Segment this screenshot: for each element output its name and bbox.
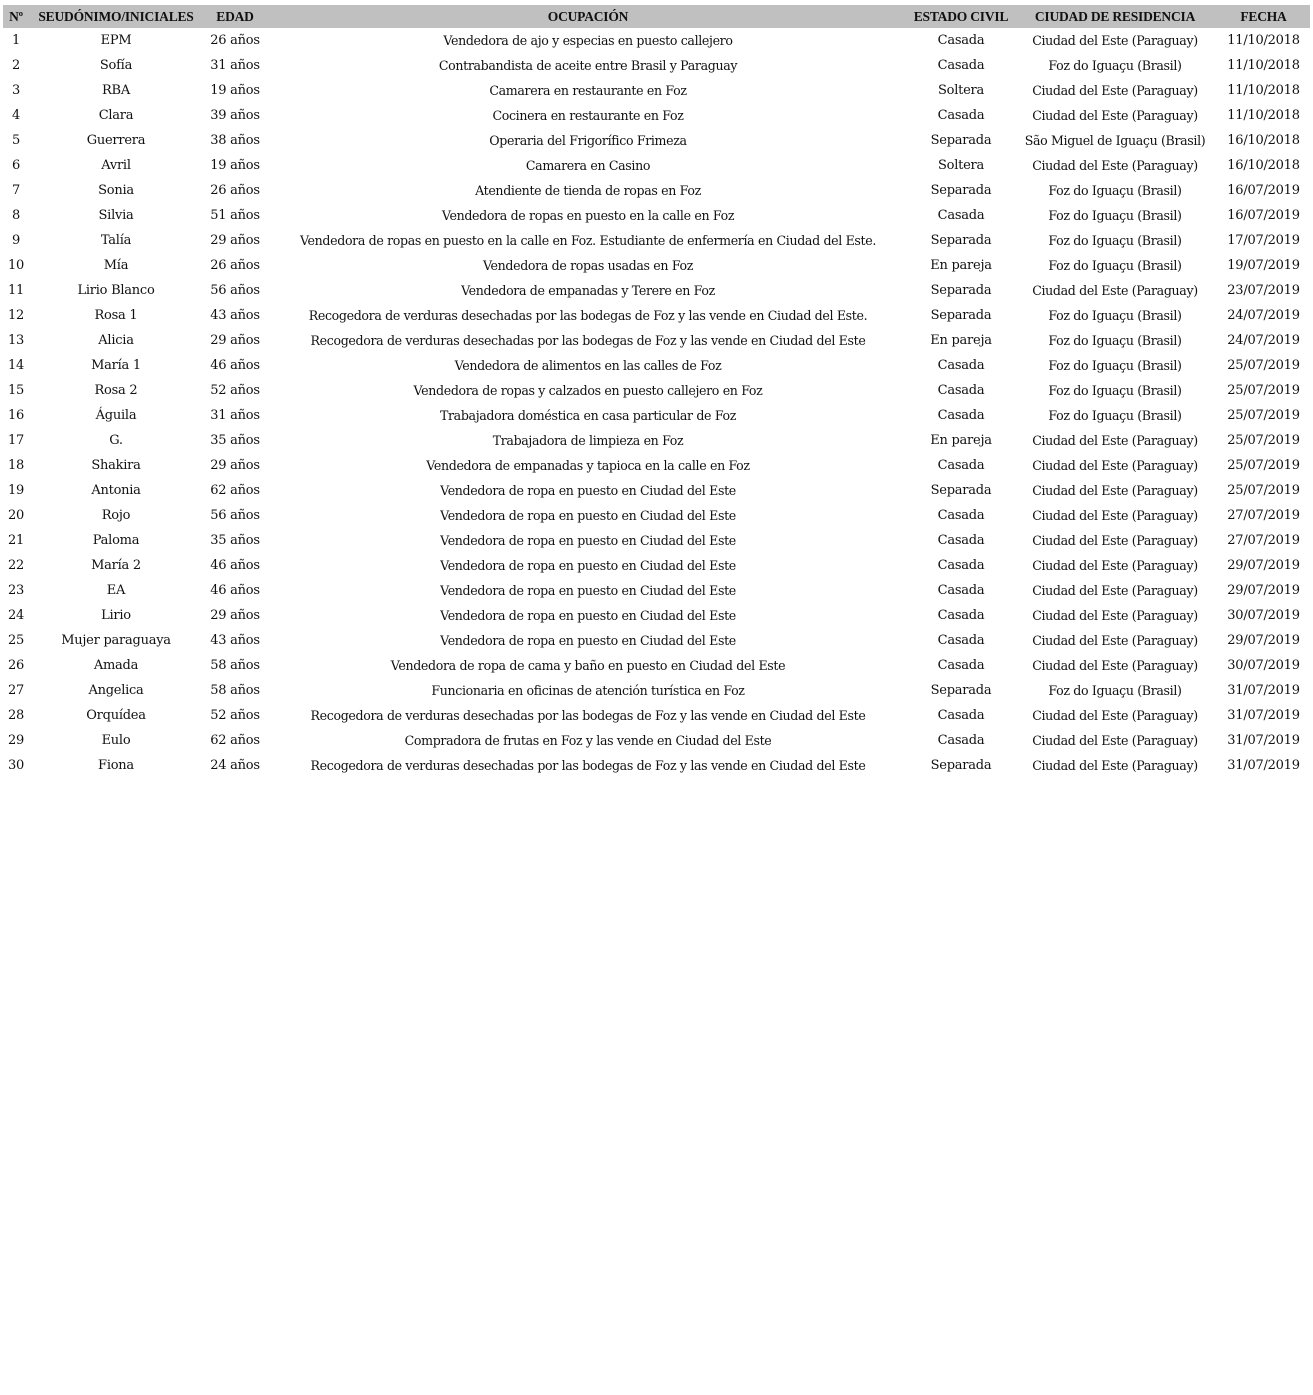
occupation-cell: Vendedora de empanadas y tapioca en la calle en Foz — [426, 458, 750, 473]
city-cell: Ciudad del Este (Paraguay) — [1032, 608, 1198, 623]
date-cell: 25/07/2019 — [1227, 408, 1300, 423]
table-row — [3, 428, 1310, 453]
marital-status-cell: Soltera — [937, 158, 985, 173]
marital-status-cell: Separada — [930, 758, 992, 773]
date-cell: 19/07/2019 — [1227, 258, 1300, 273]
age-cell: 52 años — [210, 708, 260, 723]
age-cell: 46 años — [210, 558, 260, 573]
table-row — [3, 253, 1310, 278]
marital-status-cell: Separada — [930, 233, 992, 248]
pseudonym-cell: Orquídea — [86, 708, 146, 723]
date-cell: 11/10/2018 — [1227, 33, 1300, 48]
pseudonym-cell: Silvia — [98, 208, 134, 223]
number-cell: 8 — [11, 208, 21, 223]
age-cell: 29 años — [210, 233, 260, 248]
city-cell: Ciudad del Este (Paraguay) — [1032, 633, 1198, 648]
age-cell: 51 años — [210, 208, 260, 223]
age-cell: 46 años — [210, 583, 260, 598]
city-cell: Foz do Iguaçu (Brasil) — [1048, 383, 1182, 398]
date-cell: 25/07/2019 — [1227, 433, 1300, 448]
city-cell: Foz do Iguaçu (Brasil) — [1048, 333, 1182, 348]
occupation-cell: Camarera en Casino — [525, 158, 651, 173]
city-cell: Foz do Iguaçu (Brasil) — [1048, 58, 1182, 73]
marital-status-cell: Separada — [930, 483, 992, 498]
marital-status-cell: Casada — [937, 558, 985, 573]
date-cell: 24/07/2019 — [1227, 333, 1300, 348]
number-cell: 11 — [7, 283, 25, 298]
table-row — [3, 178, 1310, 203]
header-pseudonym: SEUDÓNIMO/INICIALES — [38, 8, 194, 24]
table-row — [3, 103, 1310, 128]
marital-status-cell: Casada — [937, 708, 985, 723]
header-city: CIUDAD DE RESIDENCIA — [1034, 8, 1196, 24]
pseudonym-cell: Clara — [98, 108, 134, 123]
table-row — [3, 753, 1310, 778]
city-cell: Ciudad del Este (Paraguay) — [1032, 158, 1198, 173]
pseudonym-cell: Mía — [103, 258, 129, 273]
age-cell: 58 años — [210, 658, 260, 673]
city-cell: Ciudad del Este (Paraguay) — [1032, 108, 1198, 123]
occupation-cell: Vendedora de ajo y especias en puesto callejero — [443, 33, 733, 48]
marital-status-cell: Casada — [937, 733, 985, 748]
date-cell: 31/07/2019 — [1227, 708, 1300, 723]
table-row — [3, 703, 1310, 728]
table-row — [3, 203, 1310, 228]
occupation-cell: Vendedora de ropas en puesto en la calle en Foz. Estudiante de enfermería en Ciudad del Este. — [299, 233, 877, 248]
age-cell: 19 años — [210, 158, 260, 173]
age-cell: 43 años — [210, 308, 260, 323]
pseudonym-cell: Amada — [93, 658, 139, 673]
header-age: EDAD — [216, 8, 254, 24]
header-date: FECHA — [1240, 8, 1287, 24]
number-cell: 30 — [7, 758, 25, 773]
city-cell: Ciudad del Este (Paraguay) — [1032, 558, 1198, 573]
table-row — [3, 678, 1310, 703]
age-cell: 26 años — [210, 183, 260, 198]
pseudonym-cell: RBA — [102, 83, 130, 98]
pseudonym-cell: Angelica — [88, 683, 144, 698]
table-row — [3, 303, 1310, 328]
pseudonym-cell: EA — [106, 583, 126, 598]
pseudonym-cell: Sofía — [99, 58, 133, 73]
city-cell: Ciudad del Este (Paraguay) — [1032, 758, 1198, 773]
age-cell: 24 años — [210, 758, 260, 773]
number-cell: 2 — [11, 58, 21, 73]
occupation-cell: Vendedora de ropa en puesto en Ciudad del Este — [440, 633, 736, 648]
occupation-cell: Vendedora de ropa en puesto en Ciudad del Este — [440, 558, 736, 573]
marital-status-cell: En pareja — [930, 258, 992, 273]
header-row — [3, 5, 1310, 28]
city-cell: Ciudad del Este (Paraguay) — [1032, 658, 1198, 673]
number-cell: 14 — [7, 358, 25, 373]
age-cell: 19 años — [210, 83, 260, 98]
number-cell: 18 — [7, 458, 25, 473]
date-cell: 16/07/2019 — [1227, 208, 1300, 223]
date-cell: 25/07/2019 — [1227, 483, 1300, 498]
city-cell: Foz do Iguaçu (Brasil) — [1048, 233, 1182, 248]
pseudonym-cell: Rosa 2 — [94, 383, 138, 398]
date-cell: 31/07/2019 — [1227, 683, 1300, 698]
occupation-cell: Operaria del Frigorífico Frimeza — [489, 133, 687, 148]
marital-status-cell: Casada — [937, 33, 985, 48]
number-cell: 9 — [11, 233, 21, 248]
marital-status-cell: Casada — [937, 383, 985, 398]
occupation-cell: Vendedora de empanadas y Terere en Foz — [461, 283, 715, 298]
age-cell: 46 años — [210, 358, 260, 373]
city-cell: Ciudad del Este (Paraguay) — [1032, 433, 1198, 448]
occupation-cell: Camarera en restaurante en Foz — [489, 83, 687, 98]
date-cell: 11/10/2018 — [1227, 58, 1300, 73]
age-cell: 38 años — [210, 133, 260, 148]
number-cell: 13 — [7, 333, 25, 348]
table-row — [3, 578, 1310, 603]
city-cell: Ciudad del Este (Paraguay) — [1032, 283, 1198, 298]
city-cell: Foz do Iguaçu (Brasil) — [1048, 208, 1182, 223]
date-cell: 31/07/2019 — [1227, 758, 1300, 773]
age-cell: 35 años — [210, 433, 260, 448]
marital-status-cell: Casada — [937, 508, 985, 523]
city-cell: Ciudad del Este (Paraguay) — [1032, 733, 1198, 748]
date-cell: 27/07/2019 — [1227, 508, 1300, 523]
pseudonym-cell: Mujer paraguaya — [61, 633, 171, 648]
occupation-cell: Atendiente de tienda de ropas en Foz — [475, 183, 701, 198]
marital-status-cell: Casada — [937, 408, 985, 423]
age-cell: 56 años — [210, 508, 260, 523]
table-header — [3, 5, 1310, 28]
number-cell: 24 — [7, 608, 25, 623]
date-cell: 16/10/2018 — [1227, 158, 1300, 173]
marital-status-cell: Soltera — [937, 83, 985, 98]
city-cell: Ciudad del Este (Paraguay) — [1032, 508, 1198, 523]
date-cell: 25/07/2019 — [1227, 383, 1300, 398]
number-cell: 19 — [7, 483, 25, 498]
date-cell: 11/10/2018 — [1227, 83, 1300, 98]
date-cell: 25/07/2019 — [1227, 458, 1300, 473]
pseudonym-cell: Rojo — [101, 508, 131, 523]
occupation-cell: Trabajadora doméstica en casa particular de Foz — [439, 408, 737, 423]
table-row — [3, 78, 1310, 103]
date-cell: 31/07/2019 — [1227, 733, 1300, 748]
occupation-cell: Vendedora de ropa en puesto en Ciudad del Este — [440, 483, 736, 498]
age-cell: 29 años — [210, 333, 260, 348]
city-cell: Foz do Iguaçu (Brasil) — [1048, 683, 1182, 698]
occupation-cell: Vendedora de ropa en puesto en Ciudad del Este — [440, 583, 736, 598]
pseudonym-cell: Shakira — [91, 458, 141, 473]
marital-status-cell: Casada — [937, 608, 985, 623]
table-row — [3, 128, 1310, 153]
occupation-cell: Recogedora de verduras desechadas por las bodegas de Foz y las vende en Ciudad del Este. — [308, 308, 868, 323]
age-cell: 58 años — [210, 683, 260, 698]
table-row — [3, 603, 1310, 628]
city-cell: Ciudad del Este (Paraguay) — [1032, 83, 1198, 98]
pseudonym-cell: Avril — [101, 158, 131, 173]
number-cell: 17 — [7, 433, 25, 448]
age-cell: 62 años — [210, 733, 260, 748]
marital-status-cell: Casada — [937, 108, 985, 123]
date-cell: 16/07/2019 — [1227, 183, 1300, 198]
occupation-cell: Compradora de frutas en Foz y las vende en Ciudad del Este — [404, 733, 772, 748]
number-cell: 5 — [11, 133, 21, 148]
table-body — [3, 28, 1310, 778]
table-row — [3, 503, 1310, 528]
pseudonym-cell: Talía — [100, 233, 132, 248]
marital-status-cell: Casada — [937, 633, 985, 648]
number-cell: 29 — [7, 733, 25, 748]
age-cell: 26 años — [210, 33, 260, 48]
table-row — [3, 553, 1310, 578]
occupation-cell: Recogedora de verduras desechadas por las bodegas de Foz y las vende en Ciudad del Este — [310, 333, 866, 348]
number-cell: 16 — [7, 408, 25, 423]
number-cell: 26 — [7, 658, 25, 673]
number-cell: 4 — [11, 108, 21, 123]
pseudonym-cell: Eulo — [101, 733, 131, 748]
date-cell: 29/07/2019 — [1227, 558, 1300, 573]
city-cell: São Miguel de Iguaçu (Brasil) — [1024, 133, 1206, 148]
number-cell: 12 — [7, 308, 25, 323]
table-row — [3, 228, 1310, 253]
number-cell: 28 — [7, 708, 25, 723]
table-row — [3, 328, 1310, 353]
occupation-cell: Vendedora de ropas en puesto en la calle en Foz — [441, 208, 735, 223]
number-cell: 23 — [7, 583, 25, 598]
occupation-cell: Vendedora de ropa en puesto en Ciudad del Este — [440, 533, 736, 548]
age-cell: 29 años — [210, 608, 260, 623]
occupation-cell: Vendedora de ropa en puesto en Ciudad del Este — [440, 508, 736, 523]
city-cell: Foz do Iguaçu (Brasil) — [1048, 258, 1182, 273]
table-row — [3, 528, 1310, 553]
pseudonym-cell: Fiona — [98, 758, 134, 773]
date-cell: 29/07/2019 — [1227, 633, 1300, 648]
table-row — [3, 628, 1310, 653]
occupation-cell: Funcionaria en oficinas de atención turística en Foz — [431, 683, 745, 698]
table-row — [3, 478, 1310, 503]
occupation-cell: Vendedora de ropas y calzados en puesto callejero en Foz — [413, 383, 763, 398]
age-cell: 39 años — [210, 108, 260, 123]
age-cell: 31 años — [210, 408, 260, 423]
pseudonym-cell: Alicia — [98, 333, 134, 348]
table-row — [3, 153, 1310, 178]
pseudonym-cell: Paloma — [92, 533, 140, 548]
age-cell: 56 años — [210, 283, 260, 298]
date-cell: 24/07/2019 — [1227, 308, 1300, 323]
number-cell: 6 — [11, 158, 21, 173]
date-cell: 11/10/2018 — [1227, 108, 1300, 123]
city-cell: Foz do Iguaçu (Brasil) — [1048, 183, 1182, 198]
age-cell: 43 años — [210, 633, 260, 648]
number-cell: 10 — [7, 258, 25, 273]
pseudonym-cell: Guerrera — [86, 133, 146, 148]
marital-status-cell: Casada — [937, 658, 985, 673]
city-cell: Ciudad del Este (Paraguay) — [1032, 458, 1198, 473]
table-row — [3, 453, 1310, 478]
table-row — [3, 378, 1310, 403]
marital-status-cell: Casada — [937, 458, 985, 473]
age-cell: 26 años — [210, 258, 260, 273]
date-cell: 17/07/2019 — [1227, 233, 1300, 248]
occupation-cell: Vendedora de ropa en puesto en Ciudad del Este — [440, 608, 736, 623]
age-cell: 29 años — [210, 458, 260, 473]
city-cell: Foz do Iguaçu (Brasil) — [1048, 408, 1182, 423]
number-cell: 3 — [11, 83, 21, 98]
city-cell: Ciudad del Este (Paraguay) — [1032, 708, 1198, 723]
marital-status-cell: En pareja — [930, 433, 992, 448]
occupation-cell: Vendedora de alimentos en las calles de Foz — [454, 358, 722, 373]
age-cell: 62 años — [210, 483, 260, 498]
marital-status-cell: Casada — [937, 208, 985, 223]
age-cell: 35 años — [210, 533, 260, 548]
occupation-cell: Contrabandista de aceite entre Brasil y Paraguay — [438, 58, 738, 73]
age-cell: 31 años — [210, 58, 260, 73]
header-occupation: OCUPACIÓN — [547, 8, 629, 24]
date-cell: 25/07/2019 — [1227, 358, 1300, 373]
city-cell: Ciudad del Este (Paraguay) — [1032, 533, 1198, 548]
pseudonym-cell: EPM — [100, 33, 132, 48]
occupation-cell: Trabajadora de limpieza en Foz — [492, 433, 684, 448]
occupation-cell: Vendedora de ropa de cama y baño en puesto en Ciudad del Este — [390, 658, 786, 673]
age-cell: 52 años — [210, 383, 260, 398]
number-cell: 1 — [11, 33, 21, 48]
city-cell: Foz do Iguaçu (Brasil) — [1048, 308, 1182, 323]
occupation-cell: Recogedora de verduras desechadas por las bodegas de Foz y las vende en Ciudad del Este — [310, 758, 866, 773]
pseudonym-cell: Águila — [95, 408, 137, 423]
pseudonym-cell: G. — [109, 433, 123, 448]
table-row — [3, 28, 1310, 53]
pseudonym-cell: Antonia — [91, 483, 141, 498]
pseudonym-cell: Lirio — [101, 608, 131, 623]
table-row — [3, 53, 1310, 78]
pseudonym-cell: María 2 — [91, 558, 141, 573]
number-cell: 7 — [11, 183, 21, 198]
table-row — [3, 728, 1310, 753]
date-cell: 29/07/2019 — [1227, 583, 1300, 598]
pseudonym-cell: Lirio Blanco — [77, 283, 155, 298]
marital-status-cell: Separada — [930, 133, 992, 148]
city-cell: Ciudad del Este (Paraguay) — [1032, 33, 1198, 48]
marital-status-cell: Separada — [930, 283, 992, 298]
number-cell: 20 — [7, 508, 25, 523]
occupation-cell: Recogedora de verduras desechadas por las bodegas de Foz y las vende en Ciudad del Este — [310, 708, 866, 723]
pseudonym-cell: Sonia — [98, 183, 134, 198]
table-row — [3, 403, 1310, 428]
marital-status-cell: Separada — [930, 308, 992, 323]
city-cell: Ciudad del Este (Paraguay) — [1032, 583, 1198, 598]
number-cell: 22 — [7, 558, 25, 573]
date-cell: 16/10/2018 — [1227, 133, 1300, 148]
participants-table — [3, 5, 1310, 778]
number-cell: 25 — [7, 633, 25, 648]
date-cell: 30/07/2019 — [1227, 658, 1300, 673]
marital-status-cell: Casada — [937, 358, 985, 373]
marital-status-cell: En pareja — [930, 333, 992, 348]
header-number: Nº — [9, 8, 23, 24]
number-cell: 21 — [7, 533, 25, 548]
date-cell: 30/07/2019 — [1227, 608, 1300, 623]
marital-status-cell: Separada — [930, 683, 992, 698]
date-cell: 23/07/2019 — [1227, 283, 1300, 298]
number-cell: 27 — [7, 683, 25, 698]
marital-status-cell: Separada — [930, 183, 992, 198]
number-cell: 15 — [7, 383, 25, 398]
table-row — [3, 653, 1310, 678]
date-cell: 27/07/2019 — [1227, 533, 1300, 548]
occupation-cell: Vendedora de ropas usadas en Foz — [482, 258, 694, 273]
marital-status-cell: Casada — [937, 583, 985, 598]
marital-status-cell: Casada — [937, 533, 985, 548]
occupation-cell: Cocinera en restaurante en Foz — [492, 108, 684, 123]
city-cell: Foz do Iguaçu (Brasil) — [1048, 358, 1182, 373]
table-row — [3, 353, 1310, 378]
city-cell: Ciudad del Este (Paraguay) — [1032, 483, 1198, 498]
table-row — [3, 278, 1310, 303]
pseudonym-cell: Rosa 1 — [94, 308, 138, 323]
header-marital-status: ESTADO CIVIL — [913, 8, 1009, 24]
marital-status-cell: Casada — [937, 58, 985, 73]
pseudonym-cell: María 1 — [91, 358, 141, 373]
